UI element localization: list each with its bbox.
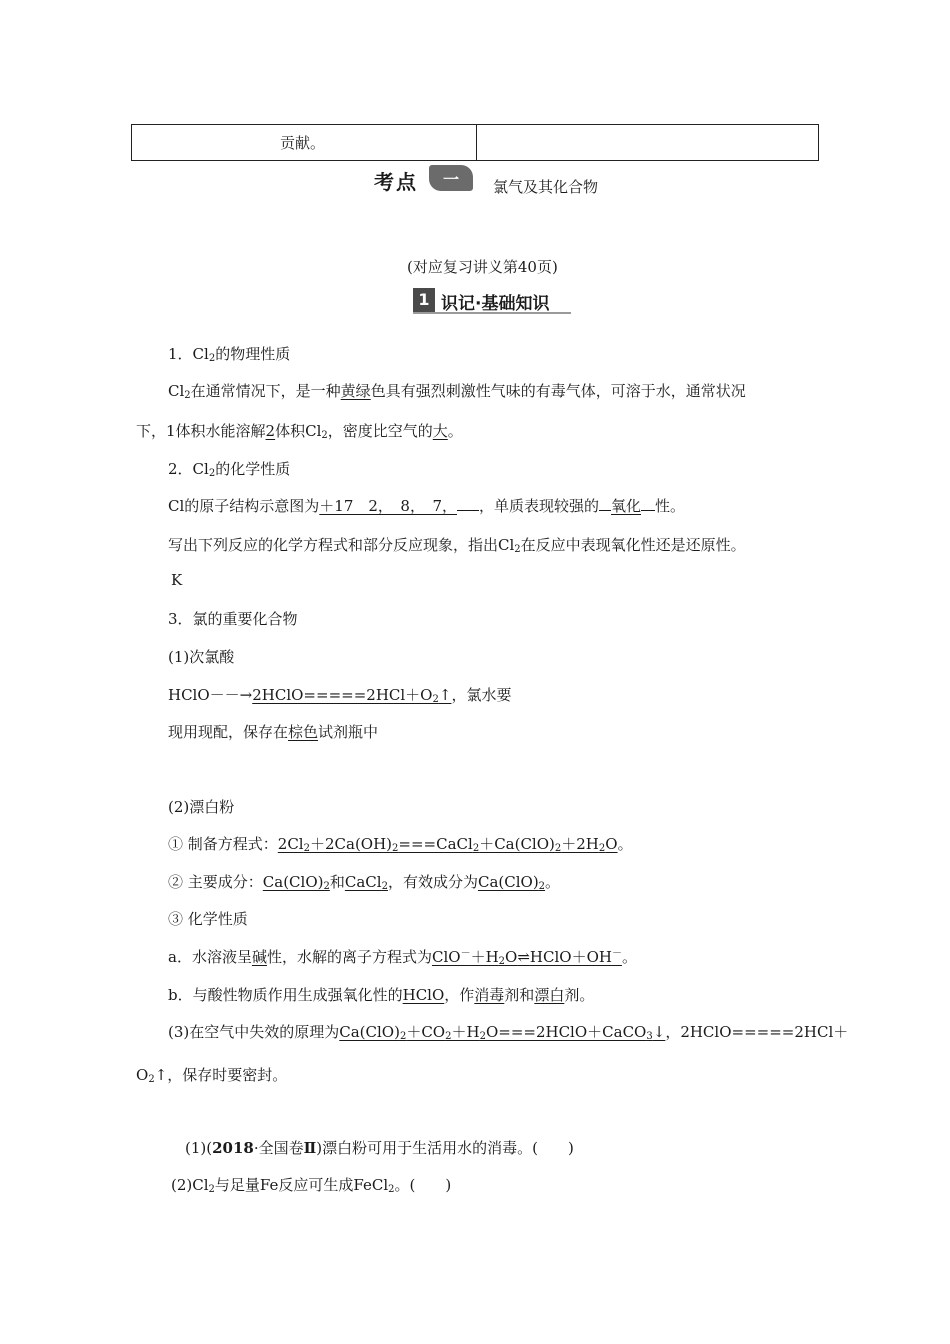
quiz-item-2: $(2)Cl_2$与足量Fe反应可生成FeCl$_2$。( ) [171,1176,452,1195]
answer-volume: 2 [265,422,276,440]
kaodian-title: 氯气及其化合物 [493,178,599,196]
subheading-bleaching-powder: (2)漂白粉 [168,798,235,816]
kaodian-label: 考点 [374,170,418,194]
answer-component-1: $Ca(ClO)_2$ [262,873,330,892]
underline-blank [457,496,479,511]
answer-preparation-equation: $2Cl_2+2Ca(OH)_2===CaCl_2+Ca(ClO)_2+2H_2O$ [277,835,618,854]
heading-physical-properties: 1．$Cl_2$的物理性质 [168,345,291,364]
answer-bleach: 漂白 [534,986,565,1004]
table-cell-text: 贡献。 [280,134,326,152]
answer-color: 黄绿 [340,382,371,400]
answer-hydrolysis-equation: $ClO^-+H_2O\rightleftharpoons HClO+OH^-$ [431,948,622,967]
chemical-properties-subheading: ③ 化学性质 [168,910,248,928]
answer-effective-component: $Ca(ClO)_2$ [477,873,546,892]
answer-failure-equation: $Ca(ClO)_2+CO_2+H_2O===2HClO+CaCO_3↓$ [339,1023,666,1042]
section-number-badge: 1 [413,288,435,312]
underline-blank [641,496,655,511]
acid-reaction-line: b．与酸性物质作用生成强氧化性的HClO，作消毒剂和漂白剂。 [168,986,595,1004]
failure-principle-line-1: (3)在空气中失效的原理为$Ca(ClO)_2+CO_2+H_2O===2HClO+CaCO_3↓$，2HClO=====2HCl＋ [168,1023,849,1042]
physical-properties-line-1: $Cl_2$在通常情况下，是一种黄绿色具有强烈刺激性气味的有毒气体，可溶于水，通常状况 [168,382,746,401]
kaodian-badge [429,165,473,191]
physical-properties-line-2: 下，1体积水能溶解2体积$Cl_2$，密度比空气的大。 [136,422,463,441]
stray-k-text: K [171,571,183,589]
hclo-decomposition-line: $HClO--\to 2HClO=====2HCl+O_2↑$，氯水要 [168,686,512,705]
page-reference: (对应复习讲义第40页) [407,258,558,276]
subheading-hypochlorous-acid: (1)次氯酸 [168,648,235,666]
main-components-line: ② 主要成分：$Ca(ClO)_2$和CaCl$_2$，有效成分为$Ca(ClO)_2$。 [168,873,561,892]
table-divider [476,125,477,160]
top-table [131,124,819,161]
atomic-structure-line: Cl的原子结构示意图为＋17 2， 8， 7， ，单质表现较强的 氧化 性。 [168,497,686,515]
hydrolysis-line: a．水溶液呈碱性，水解的离子方程式为$ClO^-+H_2O\rightleftharpoons HClO+OH^-$。 [168,948,637,967]
answer-bottle-color: 棕色 [288,723,319,741]
instruction-line: 写出下列反应的化学方程式和部分反应现象，指出$Cl_2$在反应中表现氧化性还是还原性。 [168,536,746,555]
section-title: 识记·基础知识 [441,294,550,314]
answer-component-2: CaCl$_2$ [344,873,388,892]
storage-line: 现用现配，保存在棕色试剂瓶中 [168,723,379,741]
section-header [413,288,571,314]
answer-basic: 碱 [251,948,267,966]
answer-hclo: HClO [402,986,445,1004]
answer-atomic-structure: ＋17 2， 8， 7， [319,497,457,515]
heading-chemical-properties: 2．$Cl_2$的化学性质 [168,460,291,479]
answer-density: 大 [432,422,448,440]
underline-blank [599,496,611,511]
preparation-equation-line: ① 制备方程式：$2Cl_2+2Ca(OH)_2===CaCl_2+Ca(ClO)_2+2H_2O$。 [168,835,633,854]
heading-chlorine-compounds: 3．氯的重要化合物 [168,610,298,628]
answer-hclo-equation: $2HClO=====2HCl+O_2↑$ [252,686,452,705]
kaodian-badge-number: 一 [442,170,459,189]
failure-principle-line-2: $O_2↑$，保存时要密封。 [136,1066,288,1085]
answer-disinfectant: 消毒 [474,986,505,1004]
answer-oxidizing: 氧化 [611,497,642,515]
quiz-item-1: (1)(2018·全国卷Ⅱ)漂白粉可用于生活用水的消毒。( ) [185,1139,574,1157]
